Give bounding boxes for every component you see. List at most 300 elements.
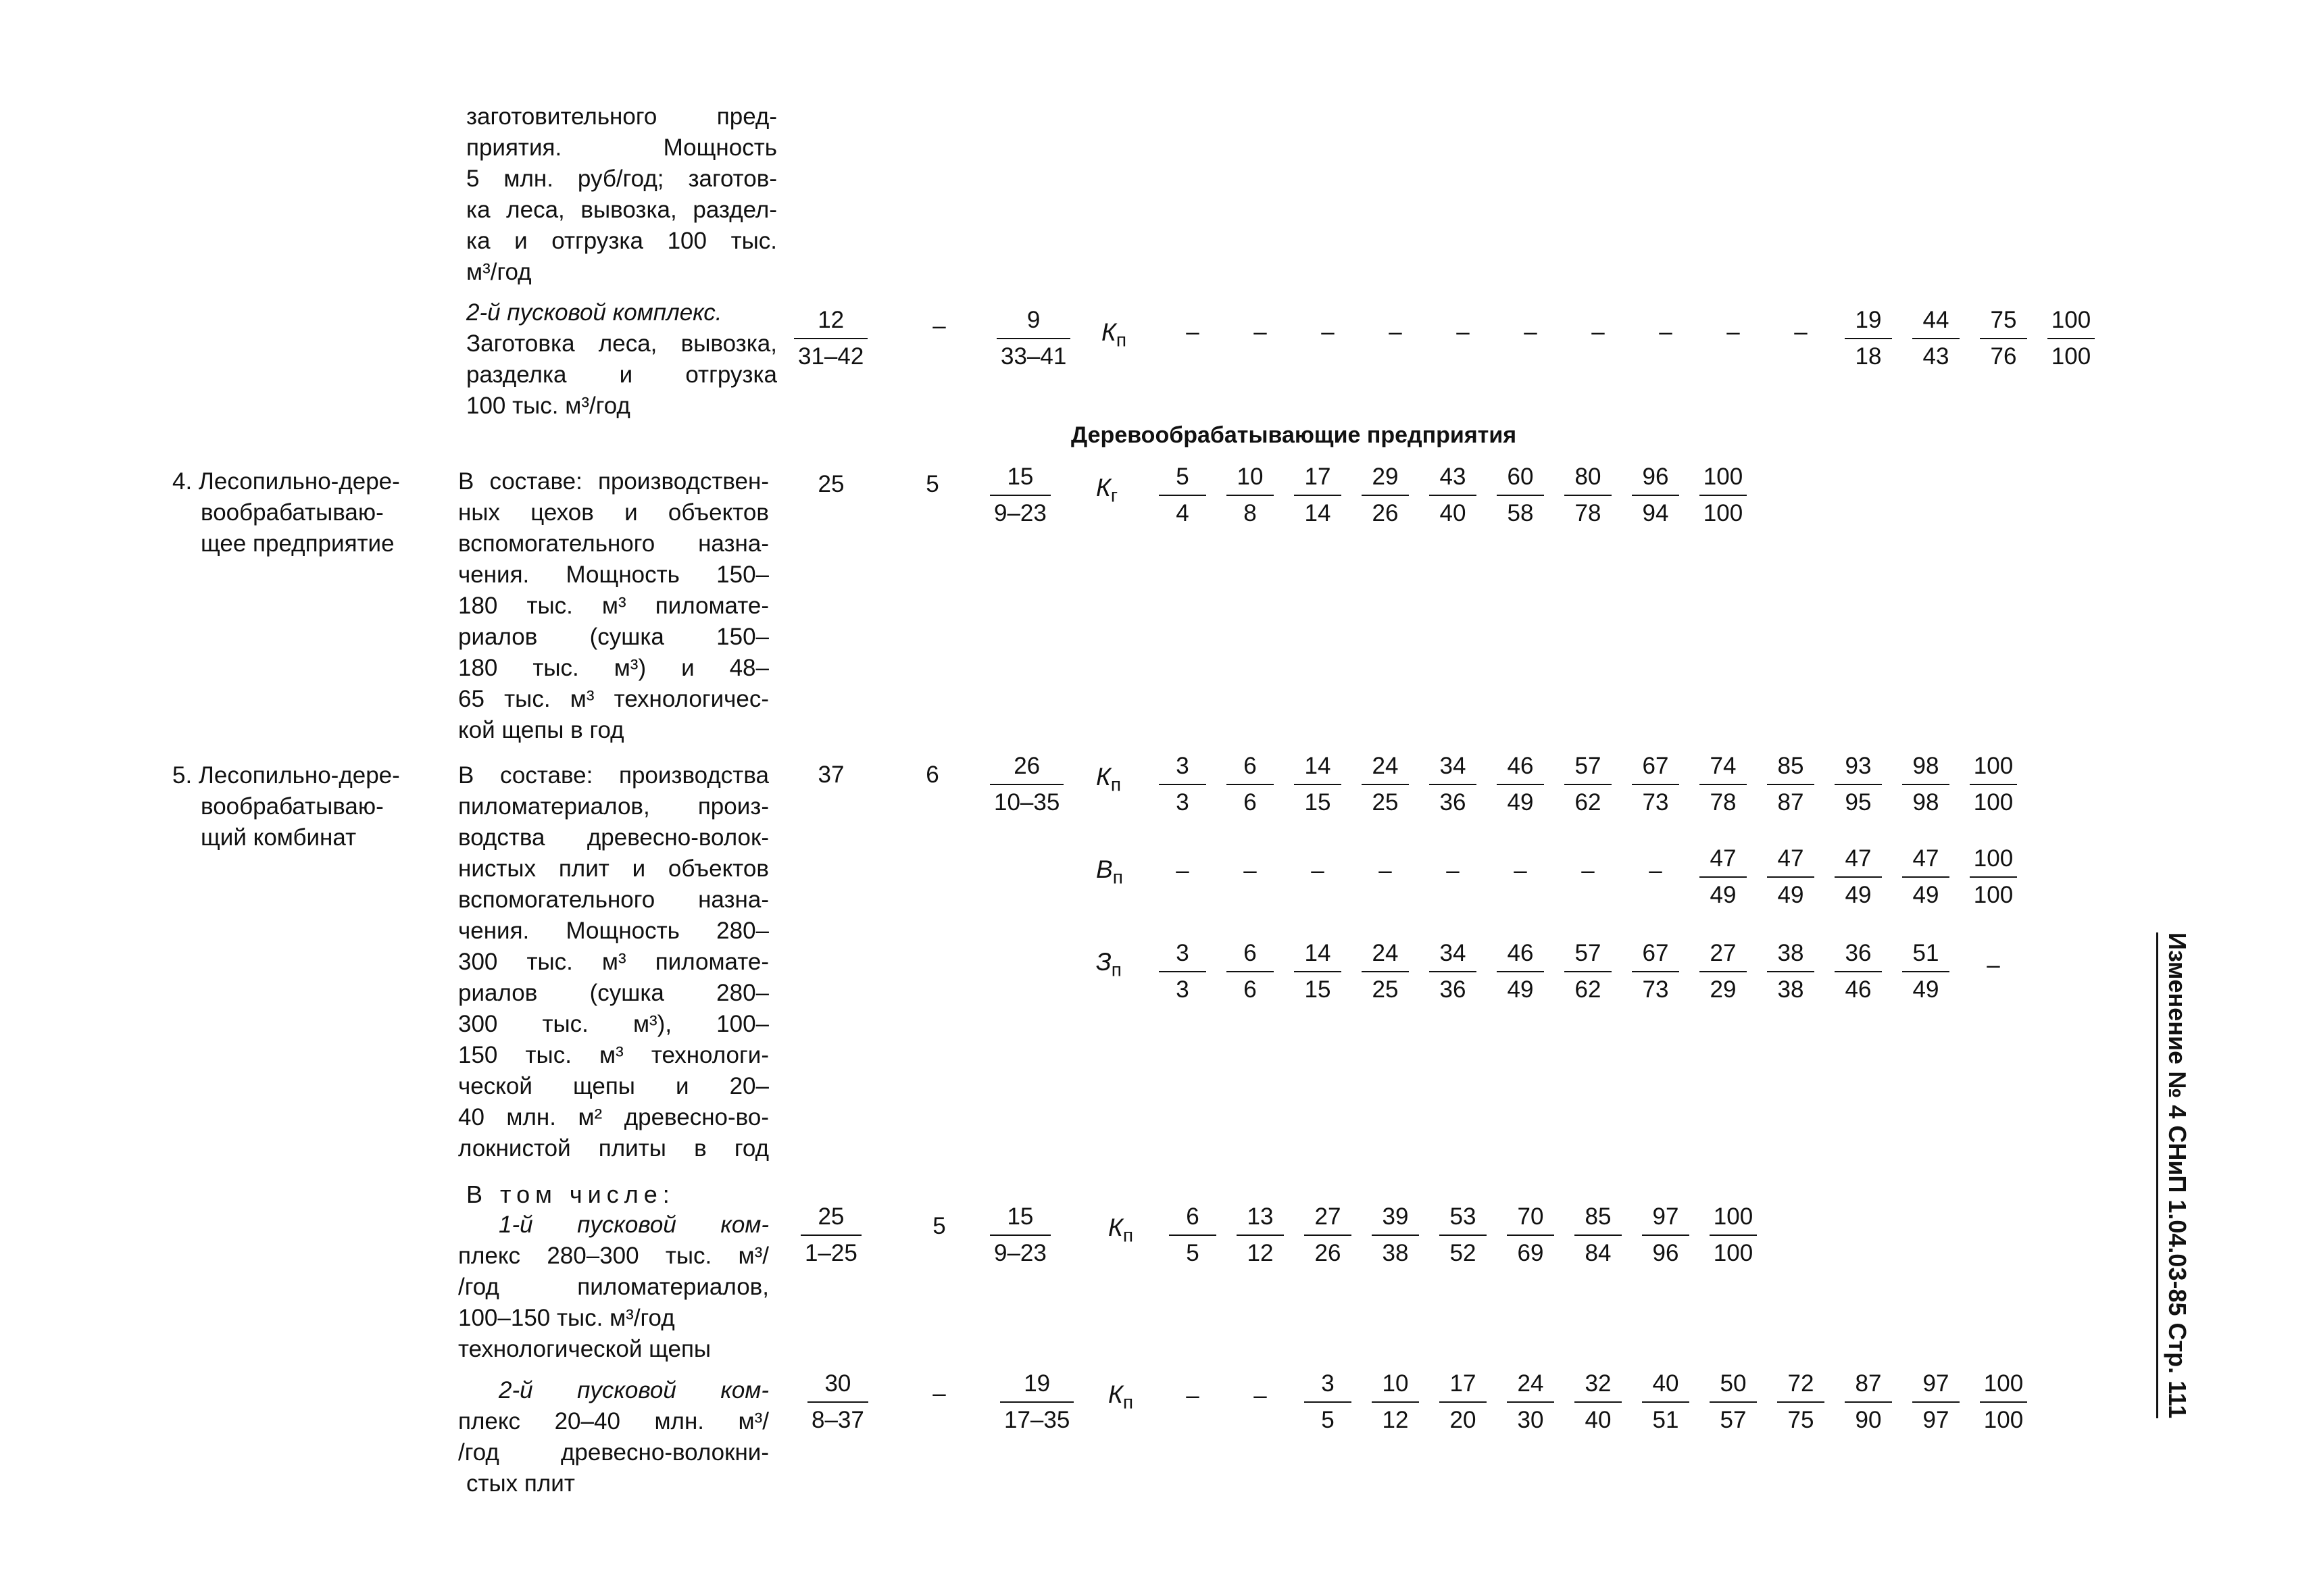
frac-numerator: 24 — [1362, 749, 1409, 785]
fraction-value — [1902, 841, 1949, 913]
fraction-value — [1439, 1366, 1487, 1438]
value-cell — [1216, 459, 1284, 531]
frac-numerator: 100 — [1970, 749, 2017, 785]
frac-numerator: 72 — [1777, 1366, 1824, 1403]
row4-description — [458, 466, 769, 746]
dash-value: – — [1176, 857, 1189, 884]
desc-line: локнистой плиты в год — [458, 1135, 769, 1162]
value-cell — [1622, 841, 1689, 889]
value-cell — [1419, 841, 1487, 889]
section-heading: Деревообрабатывающие предприятия — [1071, 422, 1517, 448]
desc-line: 2-й пусковой ком- — [499, 1377, 769, 1403]
dash-value: – — [1456, 319, 1470, 345]
frac-denominator: 17–35 — [1004, 1407, 1070, 1433]
value-cell — [1429, 303, 1497, 350]
value-cell — [1159, 1199, 1226, 1271]
frac-numerator: 17 — [1439, 1366, 1487, 1403]
frac-numerator: 70 — [1507, 1199, 1554, 1236]
value-cell — [1429, 1366, 1497, 1438]
frac-numerator: 97 — [1912, 1366, 1960, 1403]
frac-denominator: 38 — [1382, 1240, 1409, 1266]
frac-denominator: 98 — [1912, 789, 1939, 816]
value-cell — [1487, 749, 1554, 820]
frac-numerator: 6 — [1169, 1199, 1216, 1236]
fraction-value — [1767, 936, 1814, 1007]
frac-numerator: 46 — [1497, 936, 1544, 972]
frac-numerator: 96 — [1632, 459, 1679, 496]
row5-prep: 6 — [926, 762, 939, 788]
dash-value: – — [1321, 319, 1335, 345]
desc-line: В составе: производства — [458, 762, 769, 789]
fraction-value — [1304, 1199, 1351, 1271]
frac-numerator: 67 — [1632, 749, 1679, 785]
value-cell — [1362, 1366, 1429, 1438]
frac-denominator: 36 — [1439, 976, 1466, 1003]
dash-value: – — [1649, 857, 1662, 884]
value-cell — [1960, 936, 2027, 983]
frac-denominator: 49 — [1912, 882, 1939, 908]
frac-denominator: 3 — [1176, 976, 1189, 1003]
desc-line: риалов (сушка 280– — [458, 980, 769, 1006]
desc-line: 150 тыс. м³ технологи- — [458, 1042, 769, 1068]
value-cell — [1487, 459, 1554, 531]
value-cell — [1824, 749, 1892, 820]
dash-value: – — [1253, 319, 1267, 345]
fraction-value — [1507, 1366, 1554, 1438]
frac-denominator: 73 — [1642, 976, 1669, 1003]
value-cell — [1554, 459, 1622, 531]
block-b-coefficient: $К_п$ — [1101, 318, 1126, 351]
value-cell — [1554, 749, 1622, 820]
desc-line: вспомогательного назна- — [458, 887, 769, 913]
fraction-value — [1980, 303, 2027, 374]
fraction-value — [1845, 303, 1892, 374]
value-cell — [1960, 841, 2027, 913]
fraction-value — [1237, 1199, 1284, 1271]
fraction-value — [1767, 841, 1814, 913]
desc-line: 300 тыс. м³), 100– — [458, 1011, 769, 1037]
desc-line: 180 тыс. м³) и 48– — [458, 655, 769, 681]
row5-coefficient-kp: $К_п$ — [1096, 763, 1121, 795]
frac-numerator: 100 — [1710, 1199, 1757, 1236]
desc-line: плекс 280–300 тыс. м³/ — [458, 1243, 769, 1269]
frac-numerator: 98 — [1902, 749, 1949, 785]
frac-denominator: 49 — [1777, 882, 1804, 908]
fraction-value — [1497, 749, 1544, 820]
frac-numerator: 34 — [1429, 749, 1476, 785]
desc-line: ных цехов и объектов — [458, 499, 769, 526]
frac-denominator: 20 — [1449, 1407, 1476, 1433]
value-cell — [1622, 749, 1689, 820]
fraction-value — [1902, 936, 1949, 1007]
desc-line: 300 тыс. м³ пиломате- — [458, 949, 769, 975]
value-cell — [1632, 1199, 1699, 1271]
frac-numerator: 27 — [1699, 936, 1747, 972]
desc-line: м³/год — [466, 259, 532, 285]
fraction-value — [1304, 1366, 1351, 1438]
frac-numerator: 5 — [1159, 459, 1206, 496]
frac-numerator: 47 — [1902, 841, 1949, 878]
frac-numerator: 74 — [1699, 749, 1747, 785]
fraction-value — [1710, 1199, 1757, 1271]
frac-denominator: 4 — [1176, 500, 1189, 526]
value-cell — [1149, 841, 1216, 889]
frac-numerator: 75 — [1980, 303, 2027, 339]
frac-numerator: 85 — [1767, 749, 1814, 785]
fraction-value — [1507, 1199, 1554, 1271]
desc-line: приятия. Мощность — [466, 134, 777, 161]
dash-value: – — [1253, 1382, 1267, 1409]
desc-line: заготовительного пред- — [466, 103, 777, 130]
frac-denominator: 87 — [1777, 789, 1804, 816]
value-cell — [1419, 749, 1487, 820]
fraction-value — [1226, 936, 1274, 1007]
frac-denominator: 36 — [1439, 789, 1466, 816]
desc-line: плекс 20–40 млн. м³/ — [458, 1408, 769, 1435]
fraction-value — [1497, 459, 1544, 531]
frac-denominator: 30 — [1517, 1407, 1544, 1433]
fraction-value — [1699, 841, 1747, 913]
value-cell — [1497, 1366, 1564, 1438]
desc-line: технологической щепы — [458, 1336, 712, 1362]
fraction-value — [1835, 841, 1882, 913]
frac-numerator: 24 — [1507, 1366, 1554, 1403]
value-cell — [1294, 303, 1362, 350]
frac-denominator: 12 — [1247, 1240, 1274, 1266]
frac-numerator: 3 — [1159, 749, 1206, 785]
frac-numerator: 3 — [1304, 1366, 1351, 1403]
desc-line: водства древесно-волок- — [458, 824, 769, 851]
value-cell — [1892, 749, 1960, 820]
fraction-value — [1429, 749, 1476, 820]
dash-value: – — [1524, 319, 1537, 345]
frac-numerator: 93 — [1835, 749, 1882, 785]
fraction-value — [1632, 459, 1679, 531]
desc-line: риалов (сушка 150– — [458, 624, 769, 650]
frac-denominator: 51 — [1652, 1407, 1679, 1433]
frac-numerator: 40 — [1642, 1366, 1689, 1403]
fraction-value — [1970, 749, 2017, 820]
fraction-value — [1699, 459, 1747, 531]
dash-value: – — [1378, 857, 1392, 884]
fraction-value — [1574, 1199, 1622, 1271]
fraction-value — [1159, 936, 1206, 1007]
desc-line: 180 тыс. м³ пиломате- — [458, 593, 769, 619]
frac-denominator: 100 — [1983, 1407, 2024, 1433]
desc-line: Заготовка леса, вывозка, — [466, 330, 777, 357]
row5b-description — [458, 1375, 769, 1499]
value-cell — [1632, 1366, 1699, 1438]
dash-value: – — [1987, 952, 2000, 978]
value-cell — [1294, 1199, 1362, 1271]
name-line: вообрабатываю- — [201, 499, 384, 526]
dash-value: – — [1389, 319, 1402, 345]
row5-main — [990, 749, 1064, 820]
value-cell — [1497, 1199, 1564, 1271]
frac-numerator: 17 — [1294, 459, 1341, 496]
value-cell — [1284, 749, 1351, 820]
value-cell — [1824, 841, 1892, 913]
desc-line: ка и отгрузка 100 тыс. — [466, 228, 777, 254]
value-cell — [1149, 749, 1216, 820]
frac-denominator: 69 — [1517, 1240, 1544, 1266]
frac-denominator: 26 — [1314, 1240, 1341, 1266]
frac-numerator: 9 — [997, 303, 1070, 339]
frac-denominator: 49 — [1845, 882, 1872, 908]
value-cell — [1226, 1366, 1294, 1414]
frac-denominator: 49 — [1912, 976, 1939, 1003]
frac-numerator: 14 — [1294, 936, 1341, 972]
row5a-total — [801, 1199, 862, 1271]
value-cell — [1216, 936, 1284, 1007]
frac-denominator: 18 — [1855, 343, 1882, 370]
desc-line: 100–150 тыс. м³/год — [458, 1305, 675, 1331]
frac-numerator: 39 — [1372, 1199, 1419, 1236]
desc-line: кой щепы в год — [458, 717, 624, 743]
frac-denominator: 5 — [1186, 1240, 1199, 1266]
row5a-description — [458, 1210, 769, 1365]
desc-line: чения. Мощность 280– — [458, 918, 769, 944]
desc-line: стых плит — [466, 1470, 575, 1497]
frac-denominator: 6 — [1243, 976, 1257, 1003]
frac-numerator: 46 — [1497, 749, 1544, 785]
frac-numerator: 15 — [990, 1199, 1051, 1236]
row5-coefficient-zp: $З_п$ — [1096, 948, 1122, 980]
value-cell — [1970, 1366, 2037, 1438]
value-cell — [1284, 841, 1351, 889]
fraction-value — [1632, 936, 1679, 1007]
fraction-value — [1835, 749, 1882, 820]
frac-numerator: 87 — [1845, 1366, 1892, 1403]
fraction-value — [1845, 1366, 1892, 1438]
value-cell — [1216, 841, 1284, 889]
frac-denominator: 78 — [1710, 789, 1737, 816]
frac-numerator: 97 — [1642, 1199, 1689, 1236]
row5b-prep: – — [932, 1380, 946, 1407]
fraction-value — [1429, 936, 1476, 1007]
value-cell — [1699, 1199, 1767, 1271]
name-line: 5. Лесопильно-дере- — [172, 762, 400, 789]
desc-line: ка леса, вывозка, раздел- — [466, 197, 777, 223]
desc-line: 2-й пусковой комплекс. — [466, 299, 722, 326]
desc-line: вспомогательного назна- — [458, 530, 769, 557]
frac-denominator: 15 — [1304, 789, 1331, 816]
dash-value: – — [1311, 857, 1324, 884]
frac-denominator: 31–42 — [798, 343, 864, 370]
fraction-value — [1777, 1366, 1824, 1438]
frac-denominator: 38 — [1777, 976, 1804, 1003]
row4-total: 25 — [818, 471, 845, 497]
value-cell — [1689, 749, 1757, 820]
frac-denominator: 62 — [1574, 976, 1601, 1003]
value-cell — [1689, 936, 1757, 1007]
fraction-value — [1699, 749, 1747, 820]
frac-numerator: 47 — [1699, 841, 1747, 878]
row5a-prep: 5 — [932, 1213, 946, 1239]
frac-denominator: 95 — [1845, 789, 1872, 816]
value-cell — [1362, 1199, 1429, 1271]
frac-denominator: 100 — [1973, 882, 2014, 908]
value-cell — [1892, 841, 1960, 913]
fraction-value — [1159, 749, 1206, 820]
value-cell — [1419, 459, 1487, 531]
desc-line: В составе: производствен- — [458, 468, 769, 495]
fraction-value — [1564, 749, 1612, 820]
fraction-value — [1169, 1199, 1216, 1271]
block-a-description — [466, 101, 777, 288]
value-cell — [1960, 749, 2027, 820]
desc-line: /год пиломатериалов, — [458, 1274, 769, 1300]
fraction-value — [1226, 749, 1274, 820]
frac-numerator: 24 — [1362, 936, 1409, 972]
frac-numerator: 50 — [1710, 1366, 1757, 1403]
value-cell — [1632, 303, 1699, 350]
block-b-main — [997, 303, 1070, 374]
fraction-value — [1429, 459, 1476, 531]
frac-denominator: 49 — [1710, 882, 1737, 908]
value-cell — [1216, 749, 1284, 820]
fraction-value — [1912, 303, 1960, 374]
fraction-value — [1642, 1366, 1689, 1438]
desc-line: чения. Мощность 150– — [458, 562, 769, 588]
value-cell — [1226, 303, 1294, 350]
value-cell — [1362, 303, 1429, 350]
frac-numerator: 57 — [1564, 749, 1612, 785]
value-cell — [1689, 841, 1757, 913]
dash-value: – — [1794, 319, 1808, 345]
frac-numerator: 26 — [990, 749, 1064, 785]
frac-numerator: 51 — [1902, 936, 1949, 972]
frac-denominator: 62 — [1574, 789, 1601, 816]
dash-value: – — [1243, 857, 1257, 884]
frac-numerator: 6 — [1226, 749, 1274, 785]
value-cell — [1226, 1199, 1294, 1271]
fraction-value — [1372, 1366, 1419, 1438]
frac-denominator: 73 — [1642, 789, 1669, 816]
desc-line: разделка и отгрузка — [466, 361, 777, 388]
frac-denominator: 78 — [1574, 500, 1601, 526]
frac-numerator: 67 — [1632, 936, 1679, 972]
desc-line: 100 тыс. м³/год — [466, 393, 630, 419]
value-cell — [1564, 303, 1632, 350]
value-cell — [1429, 1199, 1497, 1271]
frac-numerator: 85 — [1574, 1199, 1622, 1236]
frac-numerator: 100 — [2047, 303, 2095, 339]
name-line: вообрабатываю- — [201, 793, 384, 820]
frac-numerator: 100 — [1699, 459, 1747, 496]
value-cell — [1622, 936, 1689, 1007]
value-cell — [1159, 303, 1226, 350]
name-line: щее предприятие — [201, 530, 395, 557]
row5b-coefficient: $К_п$ — [1108, 1380, 1133, 1413]
frac-numerator: 43 — [1429, 459, 1476, 496]
frac-numerator: 44 — [1912, 303, 1960, 339]
fraction-value — [1497, 936, 1544, 1007]
value-cell — [1970, 303, 2037, 374]
block-b-prep: – — [932, 313, 946, 339]
frac-numerator: 34 — [1429, 936, 1476, 972]
fraction-value — [1699, 936, 1747, 1007]
frac-denominator: 12 — [1382, 1407, 1409, 1433]
fraction-value — [1642, 1199, 1689, 1271]
frac-numerator: 53 — [1439, 1199, 1487, 1236]
value-cell — [1351, 749, 1419, 820]
fraction-value — [1372, 1199, 1419, 1271]
fraction-value — [1362, 936, 1409, 1007]
row5a-intro: В том числе: — [466, 1180, 675, 1208]
desc-line: нистых плит и объектов — [458, 855, 769, 882]
fraction-value — [1912, 1366, 1960, 1438]
value-cell — [1767, 1366, 1835, 1438]
frac-denominator: 49 — [1507, 789, 1534, 816]
frac-denominator: 40 — [1439, 500, 1466, 526]
frac-denominator: 40 — [1585, 1407, 1612, 1433]
block-b-total — [794, 303, 868, 374]
row5-name — [172, 760, 429, 853]
frac-numerator: 100 — [1970, 841, 2017, 878]
dash-value: – — [1581, 857, 1595, 884]
frac-denominator: 100 — [2051, 343, 2091, 370]
frac-numerator: 29 — [1362, 459, 1409, 496]
value-cell — [1622, 459, 1689, 531]
frac-numerator: 100 — [1980, 1366, 2027, 1403]
value-cell — [1351, 841, 1419, 889]
row4-prep: 5 — [926, 471, 939, 497]
desc-line: ческой щепы и 20– — [458, 1073, 769, 1099]
frac-denominator: 29 — [1710, 976, 1737, 1003]
frac-denominator: 6 — [1243, 789, 1257, 816]
value-cell — [1835, 303, 1902, 374]
frac-numerator: 47 — [1835, 841, 1882, 878]
fraction-value — [1980, 1366, 2027, 1438]
fraction-value — [1294, 936, 1341, 1007]
row5-coefficient-vp: $В_п$ — [1096, 855, 1123, 888]
value-cell — [1487, 936, 1554, 1007]
frac-denominator: 1–25 — [805, 1240, 857, 1266]
value-cell — [1487, 841, 1554, 889]
frac-denominator: 90 — [1855, 1407, 1882, 1433]
value-cell — [1902, 303, 1970, 374]
frac-numerator: 14 — [1294, 749, 1341, 785]
dash-value: – — [1186, 319, 1199, 345]
value-cell — [1351, 936, 1419, 1007]
frac-denominator: 25 — [1372, 789, 1399, 816]
value-cell — [1159, 1366, 1226, 1414]
dash-value: – — [1186, 1382, 1199, 1409]
frac-denominator: 43 — [1922, 343, 1949, 370]
frac-denominator: 75 — [1787, 1407, 1814, 1433]
value-cell — [1284, 459, 1351, 531]
value-cell — [1497, 303, 1564, 350]
side-title: Изменение № 4 СНиП 1.04.03-85 Стр. 111 — [2156, 932, 2193, 1418]
value-cell — [1902, 1366, 1970, 1438]
frac-numerator: 32 — [1574, 1366, 1622, 1403]
fraction-value — [1574, 1366, 1622, 1438]
name-line: 4. Лесопильно-дере- — [172, 468, 400, 495]
frac-denominator: 97 — [1922, 1407, 1949, 1433]
fraction-value — [2047, 303, 2095, 374]
row4-coefficient: $К_г$ — [1096, 474, 1118, 506]
frac-numerator: 38 — [1767, 936, 1814, 972]
value-cell — [1564, 1366, 1632, 1438]
frac-numerator: 36 — [1835, 936, 1882, 972]
fraction-value — [1362, 749, 1409, 820]
frac-denominator: 25 — [1372, 976, 1399, 1003]
frac-denominator: 10–35 — [994, 789, 1060, 816]
frac-denominator: 57 — [1720, 1407, 1747, 1433]
frac-denominator: 26 — [1372, 500, 1399, 526]
fraction-value — [1710, 1366, 1757, 1438]
